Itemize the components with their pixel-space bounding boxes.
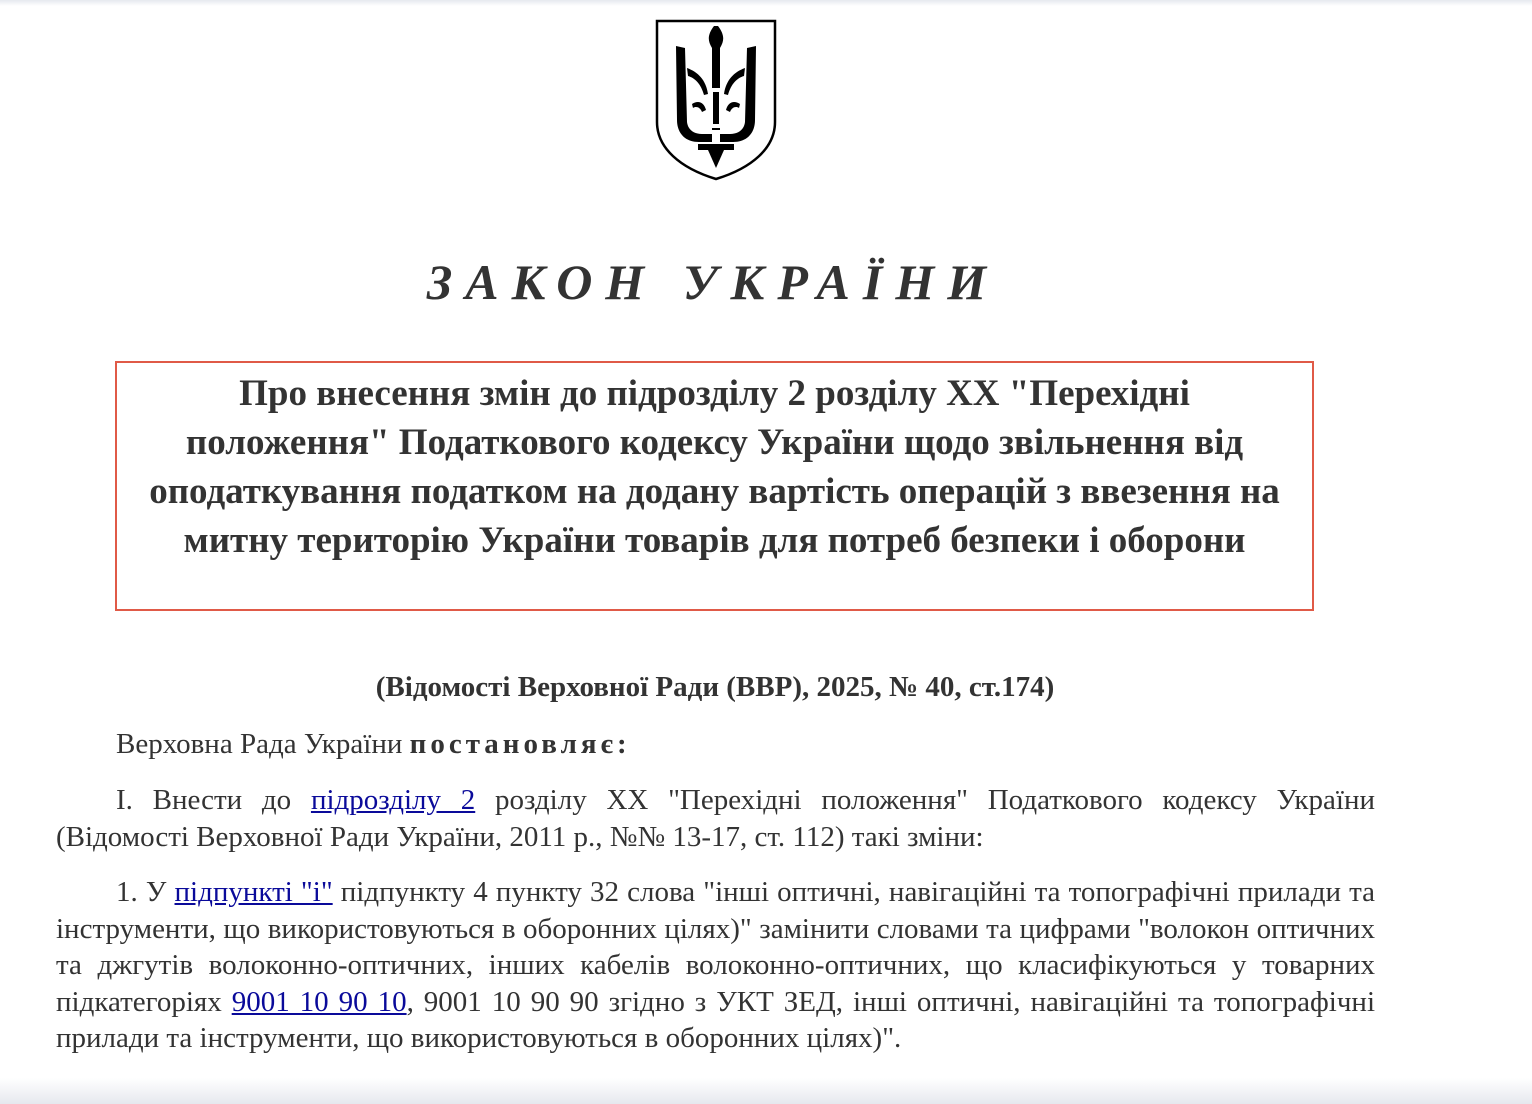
item-one-suffix: , 9001 10 90 90 згідно з УКТ ЗЕД, інші оптичні, навігаційні та топографічні прилади та інструменти, що використовуються в оборонних цілях)". — [56, 985, 1376, 1055]
intro-verb: постановляє: — [409, 728, 631, 760]
section-one-prefix: I. Внести до — [116, 784, 311, 816]
product-code-link[interactable]: 9001 10 90 10 — [231, 985, 407, 1018]
subsection-2-link[interactable]: підрозділу 2 — [310, 784, 476, 816]
trident-icon — [654, 18, 778, 182]
intro-text: Верховна Рада України — [116, 728, 410, 760]
item-one-middle: підпункту 4 пункту 32 слова "інші оптичні, навігаційні та топографічні прилади та інструменти, що використовуються в оборонних цілях)" замінити словами та цифрами "волокон оптичних та джгутів волоконно-оптичних, інших кабелів волоконно-оптичних, що класифікуються у товарних підкатегоріях — [56, 876, 1375, 1018]
publication-reference: (Відомості Верховної Ради (ВВР), 2025, № 40, ст.174) — [375, 671, 1055, 703]
bottom-fade — [0, 1078, 1532, 1104]
law-title-box — [115, 361, 1314, 611]
subclause-i-link[interactable]: підпункті "і" — [174, 876, 333, 908]
top-shadow — [0, 0, 1532, 6]
section-one-paragraph — [56, 782, 1375, 855]
law-title: Про внесення змін до підрозділу 2 розділу XX "Перехідні положення" Податкового кодексу України щодо звільнення від оподаткування податком на додану вартість операцій з ввезення на митну територію України товарів для потреб безпеки і оборони — [149, 373, 1280, 561]
item-one-paragraph — [56, 874, 1375, 1057]
item-one-prefix: 1. У — [116, 876, 175, 908]
intro-paragraph — [56, 726, 1375, 763]
section-one-suffix: розділу XX "Перехідні положення" Податкового кодексу України (Відомості Верховної Ради України, 2011 р., №№ 13-17, ст. 112) такі зміни: — [56, 784, 1375, 853]
law-heading: ЗАКОН УКРАЇНИ — [426, 254, 1000, 310]
